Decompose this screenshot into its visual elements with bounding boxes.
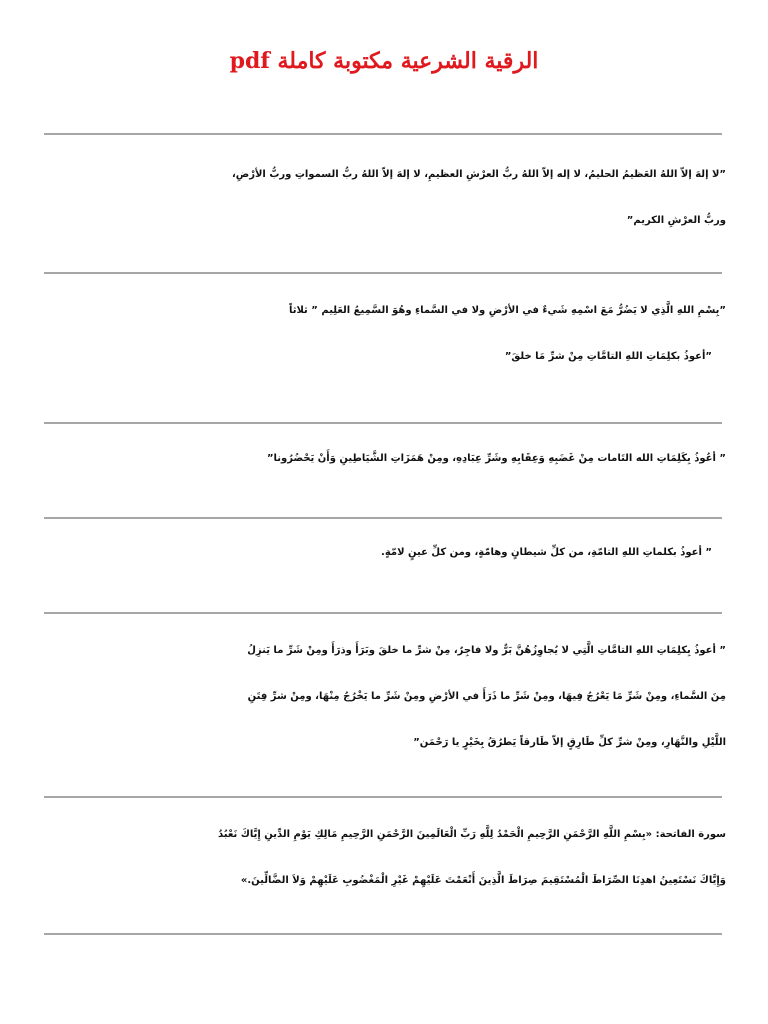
paragraph-line: مِنَ السَّماءِ، ومِنْ شَرِّ مَا يَعْرُجُ فِيهَا، ومِنْ شَرِّ ما ذَرَأَ في الأرْضِ ومِنْ شَرِّ ما يَخْرُجُ مِنْهَا، ومِنْ شرِّ فِتَنِ [247, 691, 726, 702]
paragraph-line: اللَّيْلِ والنَّهَارِ، ومِنْ شرِّ كلِّ طَارِقٍ إلاّ طَارقاً يَطرُقُ بِخَيْرٍ يا رَحْمَن” [413, 737, 726, 748]
divider [44, 796, 722, 798]
paragraph-line: ” أعُوذُ بِكَلِمَاتِ الله التَامات مِنْ غَضَبِهِ وَعِقَابِهِ وشَرِّ عِبَادِهِ، ومِنْ هَمَزَاتِ الشَّيَاطِينِ وَأَنْ يَحْضُرُونا” [266, 453, 726, 464]
divider [44, 517, 722, 519]
paragraph-line: ” أعوذُ بِكلِمَاتِ اللهِ التامَّاتِ الَّتِي لا يُجاوِزُهُنَّ بَرٌّ ولا فاجِرٌ، مِنْ شرِّ ما خلقَ وبَرَأَ وذرَأَ ومِنْ شَرِّ ما يَنزِلُ [247, 645, 726, 656]
divider [44, 133, 722, 135]
paragraph-line: وَإِيَّاكَ نَسْتَعِينُ اهدِنَا الصِّرَاطَ الْمُسْتَقِيمَ صِرَاطَ الَّذِينَ أَنْعَمْتَ عَلَيْهِمْ غَيْرِ الْمَغْضُوبِ عَلَيْهِمْ وَلاَ الضَّالِّينَ.» [240, 875, 726, 886]
paragraph-line: ” أعوذُ بكلماتِ اللهِ التامّةِ، من كلِّ شيطانٍ وهامّةٍ، ومن كلِّ عينٍ لامّةٍ. [381, 547, 712, 558]
page-title: الرقية الشرعية مكتوبة كاملة pdf [229, 48, 539, 74]
paragraph-audhu-hamma [40, 530, 726, 576]
divider [44, 272, 722, 274]
paragraph-line: ”أعوذُ بكلِمَاتِ اللهِ التامَّاتِ مِنْ شرِّ مَا خلقَ” [504, 351, 712, 362]
paragraph-bismillah [40, 288, 726, 380]
paragraph-audhu-ghadab [40, 436, 726, 482]
divider [44, 422, 722, 424]
paragraph-line: وربُّ العرْشِ الكريم” [626, 215, 726, 226]
paragraph-fatiha [40, 812, 726, 904]
paragraph-line: ”لا إلهَ إلاّ اللهُ العَظيمُ الحليمُ، لا إله إلاّ اللهُ ربُّ العرْشِ العظيمِ، لا إلهَ إلاّ اللهُ ربُّ السمواتِ وربُّ الأرْضِ، [231, 169, 726, 180]
paragraph-line: سورة الفاتحة: «بِسْمِ اللَّهِ الرَّحْمَنِ الرَّحِيمِ الْحَمْدُ لِلَّهِ رَبِّ الْعَالَمِينَ الرَّحْمَنِ الرَّحِيمِ مَالِكِ يَوْمِ الدِّينِ إِيَّاكَ نَعْبُدُ [217, 829, 726, 840]
divider [44, 933, 722, 935]
paragraph-audhu-tammat [40, 628, 726, 766]
paragraph-tahlil [40, 152, 726, 244]
divider [44, 612, 722, 614]
paragraph-line: ”بِسْمِ اللهِ الَّذِي لا يَضُرُّ مَعَ اسْمِهِ شَيءٌ في الأرْضِ ولا في السَّماءِ وهُوَ السَّمِيعُ العَلِيم ” ثلاثاً [288, 305, 726, 316]
